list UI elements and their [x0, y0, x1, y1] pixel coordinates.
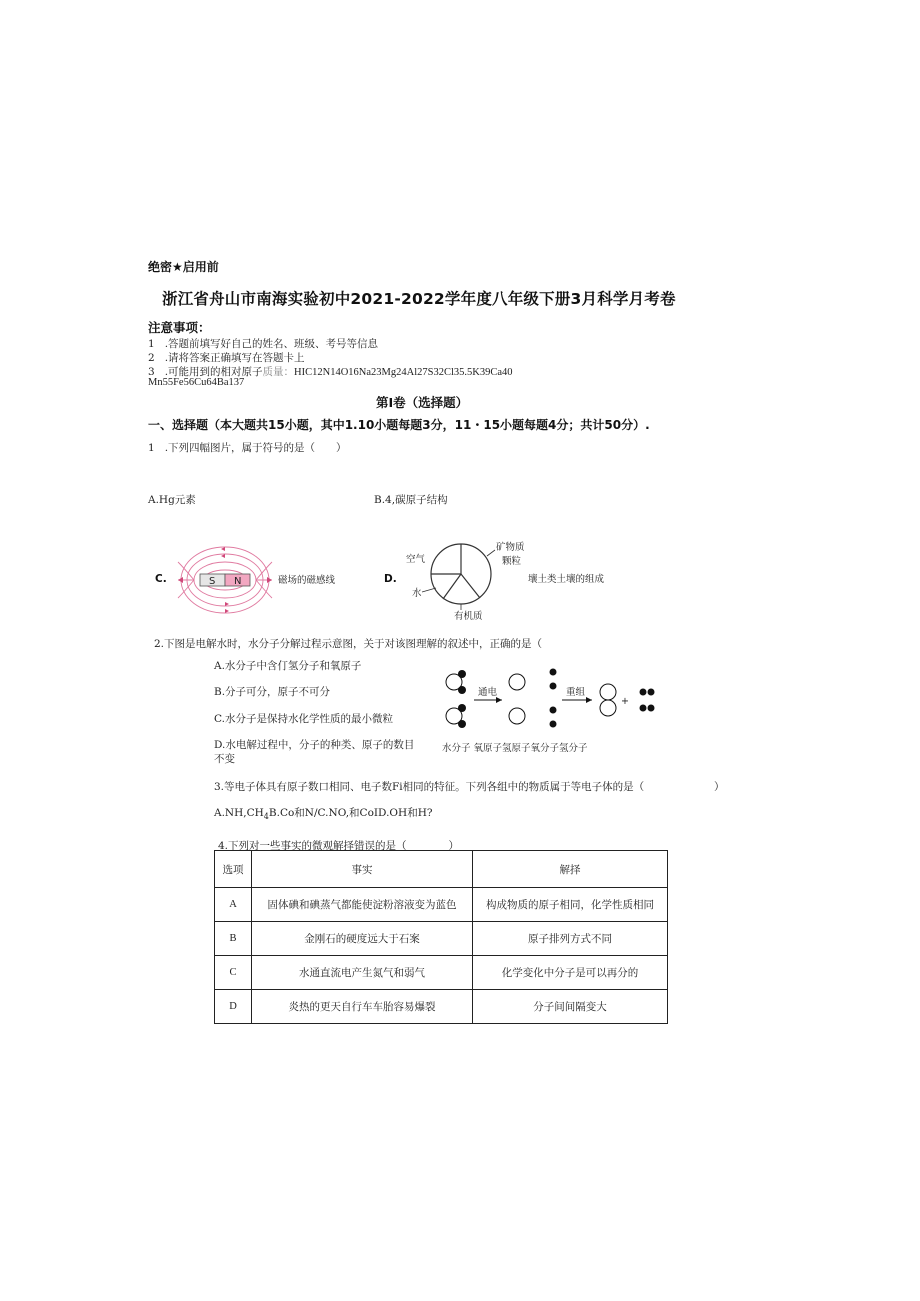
- table-row: [215, 990, 668, 1024]
- q1-option-c-letter: C.: [155, 573, 167, 585]
- q1-option-a: A.Hg元素: [148, 494, 196, 506]
- plus-sign: +: [621, 696, 629, 707]
- q2-option-d: D.水电解过程中，分子的种类、原子的数目: [214, 739, 415, 751]
- soil-pie-chart: [400, 536, 630, 626]
- q2-stem: 2.下图是电解水时，水分子分解过程示意图，关于对该图理解的叙述中，正确的是（: [154, 638, 543, 650]
- q3-stem-close: ）: [714, 781, 725, 793]
- note-item-3: 3 .可能用到的相对原子质量：HIC12N14O16Na23Mg24Al27S32Cl35.5K39Ca40: [148, 366, 513, 378]
- pie-label-air: 空气: [406, 554, 426, 565]
- arrow-label-recombine: 重组: [566, 687, 586, 698]
- table-cell: 水通直流电产生氮气和弱气: [252, 956, 473, 990]
- table-header-cell: 解择: [473, 851, 668, 888]
- oxygen-atom-2: [509, 708, 525, 724]
- table-cell: 分子间间隔变大: [473, 990, 668, 1024]
- notes-heading: 注意事项：: [148, 320, 211, 335]
- q2-option-c: C.水分子是保持水化学性质的最小微粒: [214, 713, 393, 725]
- table-cell: 化学变化中分子是可以再分的: [473, 956, 668, 990]
- exam-title: 浙江省舟山市南海实验初中2021-2022学年度八年级下册3月科学月考卷: [162, 290, 676, 308]
- note-item-2: 2 .请将答案正确填写在答题卡上: [148, 352, 305, 364]
- oxygen-atom-1: [509, 674, 525, 690]
- table-cell: 构成物质的原子相同，化学性质相同: [473, 888, 668, 922]
- q1-option-b: B.4,碳原子结构: [374, 494, 448, 506]
- confidential-mark: 绝密★启用前: [148, 260, 219, 274]
- q4-stem: 4.下列对一些事实的微观解择错误的是（ ）: [218, 840, 460, 852]
- magnet-n-label: N: [234, 576, 242, 587]
- table-cell: B: [215, 922, 252, 956]
- table-cell: 固体碘和碘蒸气都能使淀粉溶液变为蓝色: [252, 888, 473, 922]
- table-header-cell: 事实: [252, 851, 473, 888]
- table-cell: A: [215, 888, 252, 922]
- q2-option-a: A.水分子中含仃氢分子和氧原子: [214, 660, 362, 672]
- q3-stem: 3.等电子体具有原子数口相同、电子数Fi相同的特征。下列各组中的物质属于等电子体的是（: [214, 781, 645, 793]
- magnet-field-diagram: [176, 540, 356, 624]
- table-cell: 炎热的更天自行车车胎容易爆裂: [252, 990, 473, 1024]
- table-row: [215, 888, 668, 922]
- oxygen-molecule-atom-1: [600, 684, 616, 700]
- q2-option-b: B.分子可分，原子不可分: [214, 686, 331, 698]
- part-title: 一、选择题（本大题共15小题，其中1.10小题每题3分，11・15小题每题4分；共计50分）.: [148, 418, 650, 432]
- q1-stem: 1 .下列四幅图片，属于符号的是（ ）: [148, 442, 347, 454]
- table-cell: D: [215, 990, 252, 1024]
- pie-label-water: 水: [412, 588, 422, 599]
- table-cell: C: [215, 956, 252, 990]
- section-title: 第I卷（选择题）: [376, 395, 469, 410]
- arrow-label-electrify: 通电: [478, 687, 498, 698]
- table-cell: 原子排列方式不同: [473, 922, 668, 956]
- table-header-row: [215, 851, 668, 888]
- pie-caption: 壤土类土壤的组成: [528, 574, 605, 585]
- q4-table: [214, 850, 668, 1024]
- table-header-cell: 选项: [215, 851, 252, 888]
- table-row: [215, 922, 668, 956]
- q3-options: $A.NH,CH_4B.Co$和N/C.NO,和CoID.OH和H?: [214, 807, 433, 822]
- electrolysis-diagram: [440, 662, 670, 754]
- electrolysis-caption: 水分子 氧原子氢原子氧分子氢分子: [442, 743, 588, 754]
- q1-option-d-letter: D.: [384, 573, 397, 585]
- pie-label-particle: 颗粒: [502, 556, 522, 567]
- atomic-mass-line-2: Mn55Fe56Cu64Ba137: [148, 377, 245, 388]
- magnet-caption: 磁场的磁感线: [278, 575, 336, 586]
- pie-label-mineral: 矿物质: [496, 542, 525, 553]
- magnet-s-label: S: [209, 576, 216, 587]
- note-item-1: 1 .答题前填写好自己的姓名、班级、考号等信息: [148, 338, 379, 350]
- q2-option-d-cont: 不变: [214, 753, 235, 765]
- pie-label-organic: 有机质: [454, 611, 483, 622]
- oxygen-molecule-atom-2: [600, 700, 616, 716]
- table-row: [215, 956, 668, 990]
- table-cell: 金刚石的硬度远大于石案: [252, 922, 473, 956]
